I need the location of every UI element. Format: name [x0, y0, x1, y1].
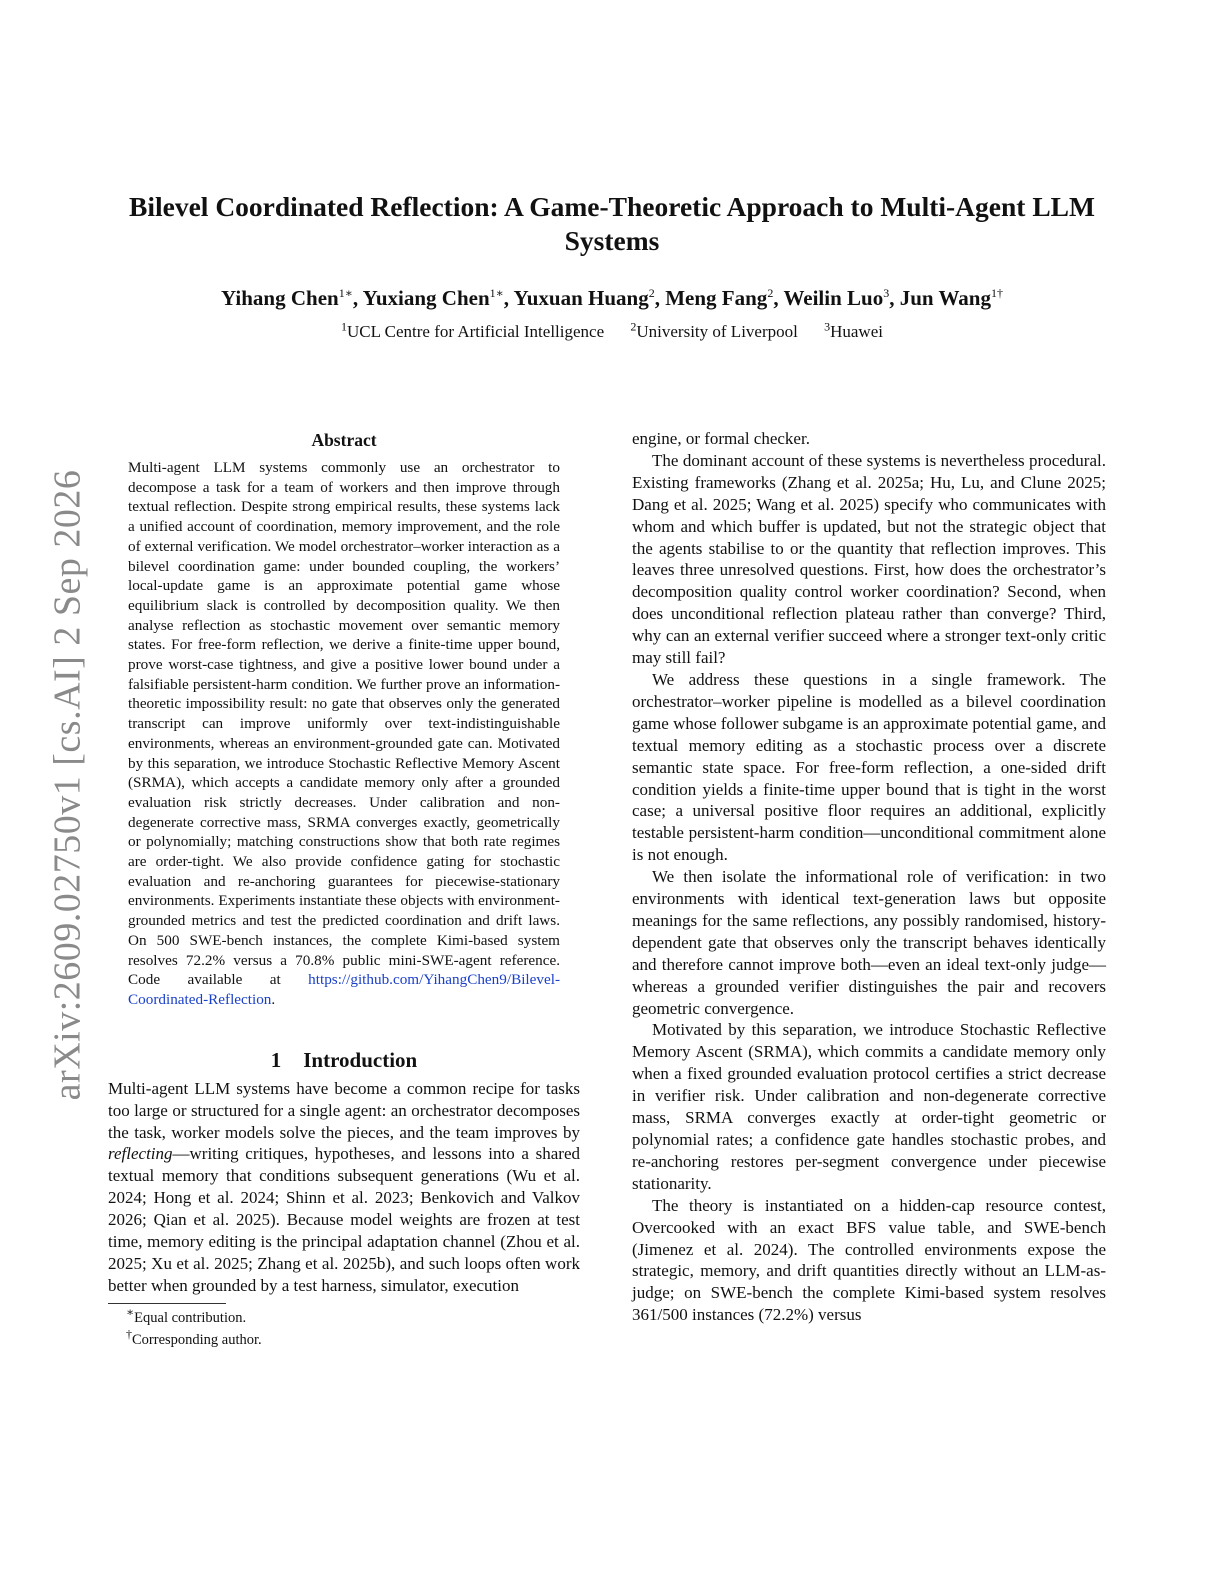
affiliation: $^1$UCL Centre for Artificial Intelligence [341, 319, 605, 341]
affiliation: $^2$University of Liverpool [630, 319, 798, 341]
section-title: Introduction [303, 1047, 418, 1072]
intro-paragraph-1: Multi-agent LLM systems have become a common recipe for tasks too large or structured for a single agent: an orchestrator decomposes the task, worker models solve the pieces, and the team improves by reflecting—writing critiques, hypotheses, and lessons into a shared textual memory that conditions subsequent generations (Wu et al. 2024; Hong et al. 2024; Shinn et al. 2023; Benkovich and Valkov 2026; Qian et al. 2025). Because model weights are frozen at test time, memory editing is the principal adaptation channel (Zhou et al. 2025; Xu et al. 2025; Zhang et al. 2025b), and such loops often work better when grounded by a test harness, simulator, execution [108, 1078, 580, 1295]
right-column [632, 428, 1106, 1326]
intro-paragraph-4: We then isolate the informational role of verification: in two environments with identical text-generation laws but opposite meanings for the same reflections, any possibly randomised, history-dependent gate that observes only the transcript behaves identically and therefore cannot improve both—even an ideal text-only judge—whereas a grounded verifier distinguishes the pair and recovers geometric convergence. [632, 867, 1106, 1018]
intro-paragraph-3: We address these questions in a single framework. The orchestrator–worker pipeline is modelled as a bilevel coordination game whose follower subgame is an approximate potential game, and textual memory editing as a stochastic process over a discrete semantic state space. For free-form reflection, a one-sided drift condition yields a finite-time upper bound that is tight in the worst case; a universal positive floor requires an additional, explicitly testable persistent-harm condition—unconditional commitment alone is not enough. [632, 669, 1106, 865]
abstract-text: Multi-agent LLM systems commonly use an orchestrator to decompose a task for a team of workers and then improve through textual reflection. Despite strong empirical results, these systems lack a unified account of coordination, memory improvement, and the role of external verification. We model orchestrator–worker interaction as a bilevel coordination game: under bounded coupling, the workers’ local-update game is an approximate potential game whose equilibrium slack is controlled by decomposition quality. We then analyse reflection as stochastic movement over semantic memory states. For free-form reflection, we derive a finite-time upper bound, prove worst-case tightness, and give a positive lower bound under a falsifiable persistent-harm condition. We further prove an information-theoretic impossibility result: no gate that observes only the generated transcript can improve uniformly over text-indistinguishable environments, whereas an environment-grounded gate can. Motivated by this separation, we introduce Stochastic Reflective Memory Ascent (SRMA), which accepts a candidate memory only after a grounded evaluation risk strictly decreases. Under calibration and non-degenerate corrective mass, SRMA converges exactly, geometrically or polynomially; matching constructions show that both rate regimes are order-tight. We also provide confidence gating for stochastic evaluation and re-anchoring guarantees for piecewise-stationary environments. Experiments instantiate these objects with environment-grounded metrics and test the predicted coordination and drift laws. On 500 SWE-bench instances, the complete Kimi-based system resolves 72.2% versus a 70.8% public mini-SWE-agent reference. Code available at https://github.com/YihangChen9/Bilevel-Coordinated-Reflection. [128, 459, 560, 1008]
intro-paragraph-5: Motivated by this separation, we introduce Stochastic Reflective Memory Ascent (SRMA), which commits a candidate memory only when a fixed grounded evaluation protocol certifies a strict decrease in verifier risk. Under calibration and non-degenerate corrective mass, SRMA converges exactly at order-tight geometric or polynomial rates; a confidence gate handles stochastic probes, and re-anchoring restores per-segment convergence under piecewise stationarity. [632, 1020, 1106, 1193]
arxiv-sidebar-stamp [22, 455, 112, 1115]
intro-paragraph-1-continued: engine, or formal checker. [632, 429, 810, 448]
footnote: ∗Equal contribution. [126, 1304, 247, 1326]
affiliation: $^3$Huawei [824, 319, 883, 341]
abstract-heading: Abstract [311, 430, 377, 450]
author: Yihang Chen$^{1∗}$ [221, 286, 353, 310]
footnote-rule [108, 1303, 226, 1304]
section-heading-introduction [108, 1046, 580, 1074]
author: Meng Fang$^2$ [665, 286, 774, 310]
intro-paragraph-6: The theory is instantiated on a hidden-cap resource contest, Overcooked with an exact BFS value table, and SWE-bench (Jimenez et al. 2024). The controlled environments expose the strategic, memory, and drift quantities directly without an LLM-as-judge; on SWE-bench the complete Kimi-based system resolves 361/500 instances (72.2%) versus [632, 1195, 1106, 1325]
paper-title: Bilevel Coordinated Reflection: A Game-Theoretic Approach to Multi-Agent LLM Systems [129, 191, 1095, 256]
intro-paragraph-2: The dominant account of these systems is nevertheless procedural. Existing frameworks (Zhang et al. 2025a; Hu, Lu, and Clune 2025; Dang et al. 2025; Wang et al. 2025) specify who communicates with whom and which buffer is updated, but not the strategic object that the agents stabilise to or the quantity that reflection improves. This leaves three unresolved questions. First, how does the orchestrator’s decomposition quality control worker coordination? Second, when does unconditional reflection plateau rather than converge? Third, why can an external verifier succeed where a stronger text-only critic may still fail? [632, 450, 1106, 668]
code-link[interactable]: https://github.com/YihangChen9/Bilevel-Coordinated-Reflection [128, 971, 560, 1008]
author: Yuxuan Huang$^2$ [513, 286, 655, 310]
arxiv-identifier: arXiv:2609.02750v1 [cs.AI] 2 Sep 2026 [46, 469, 89, 1101]
section-number: 1 [270, 1047, 282, 1072]
author: Jun Wang$^{1\dagger}$ [899, 286, 1003, 310]
footnote: †Corresponding author. [126, 1326, 262, 1348]
author: Weilin Luo$^3$ [783, 286, 890, 310]
affiliation-list [60, 320, 1164, 344]
author-list: Yihang Chen$^{1∗}$, Yuxiang Chen$^{1∗}$, Yuxuan Huang$^2$, Meng Fang$^2$, Weilin Luo$^3$, Jun Wang$^{1\dagger}$ [221, 286, 1003, 310]
author: Yuxiang Chen$^{1∗}$ [362, 286, 504, 310]
left-column [108, 428, 580, 1352]
